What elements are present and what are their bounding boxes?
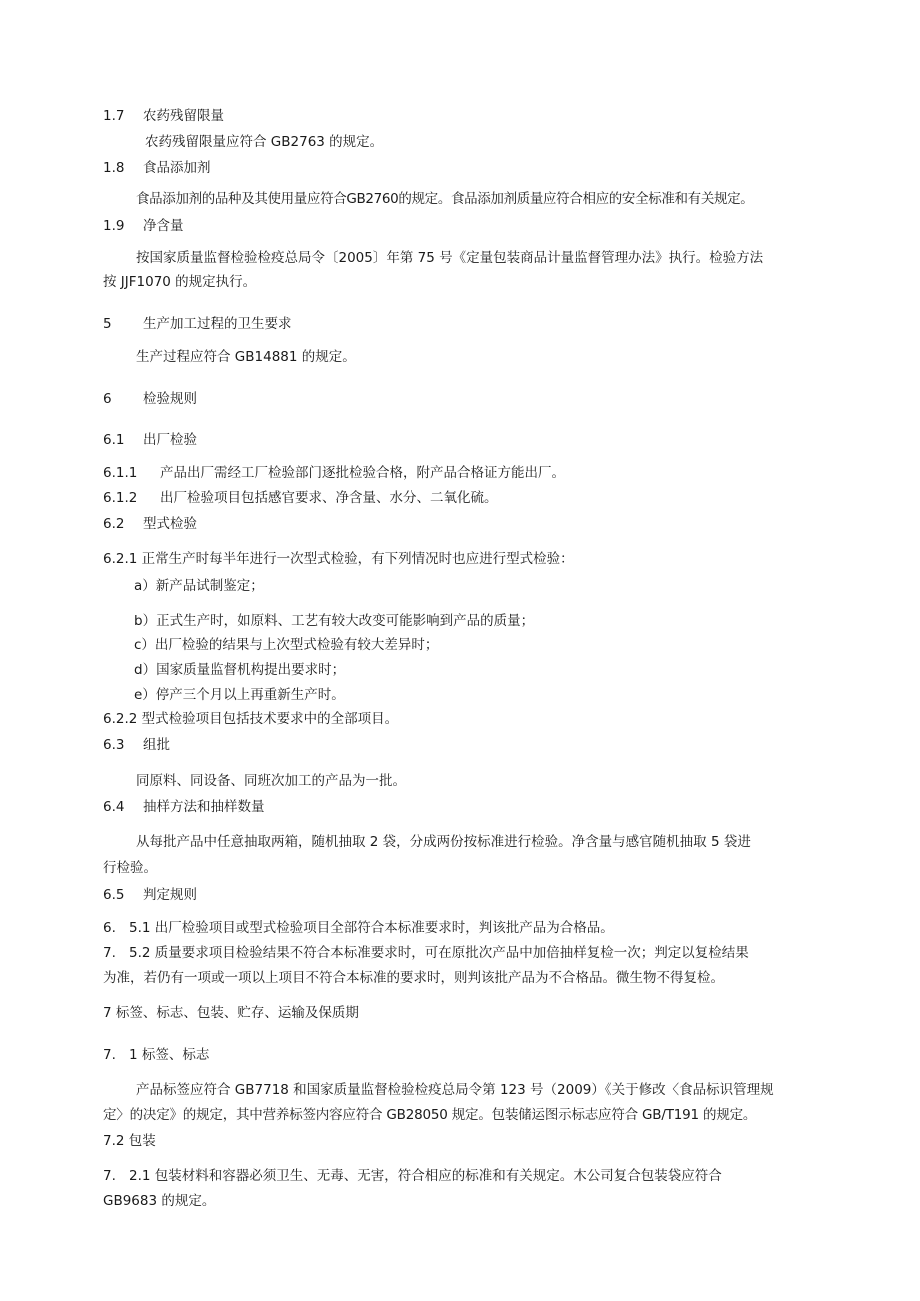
clause-number: 1.8 [103,160,125,176]
list-item-text: d）国家质量监督机构提出要求时； [134,662,346,678]
clause-heading: 农药残留限量 [143,108,224,124]
clause-text: 出厂检验项目包括感官要求、净含量、水分、二氧化硫。 [160,490,498,506]
clause-heading: 出厂检验 [143,432,197,448]
clause-text: 5.2 质量要求项目检验结果不符合本标准要求时，可在原批次产品中加倍抽样复检一次；判定以复检结果 [129,945,749,961]
clause-text: 6.2.2 型式检验项目包括技术要求中的全部项目。 [103,711,399,727]
paragraph-text: 产品标签应符合 GB7718 和国家质量监督检验检疫总局令第 123 号（2009）《关于修改〈食品标识管理规 [136,1082,774,1098]
clause-number: 6.3 [103,737,125,753]
list-item-text: a）新产品试制鉴定； [134,578,264,594]
clause-number: 6. [103,920,116,936]
clause-heading: 抽样方法和抽样数量 [143,799,265,815]
section-heading: 生产加工过程的卫生要求 [143,316,292,332]
clause-number: 1.9 [103,218,125,234]
section-heading: 7 标签、标志、包装、贮存、运输及保质期 [103,1005,359,1021]
clause-number: 6.1.1 [103,465,138,481]
paragraph-text: 定〉的决定》的规定，其中营养标签内容应符合 GB28050 规定。包装储运图示标志应符合 GB/T191 的规定。 [103,1107,757,1123]
clause-number: 7. [103,1168,116,1184]
clause-number: 7. [103,945,116,961]
list-item-text: b）正式生产时，如原料、工艺有较大改变可能影响到产品的质量； [134,613,535,629]
clause-heading: 食品添加剂 [143,160,211,176]
paragraph-text: 食品添加剂的品种及其使用量应符合GB2760的规定。食品添加剂质量应符合相应的安全标准和有关规定。 [136,191,754,207]
clause-heading: 1 标签、标志 [129,1047,210,1063]
paragraph-text: GB9683 的规定。 [103,1193,216,1209]
clause-number: 6.1 [103,432,125,448]
clause-text: 5.1 出厂检验项目或型式检验项目全部符合本标准要求时，判该批产品为合格品。 [129,920,614,936]
section-heading: 检验规则 [143,391,197,407]
list-item-text: c）出厂检验的结果与上次型式检验有较大差异时； [134,637,439,653]
paragraph-text: 按 JJF1070 的规定执行。 [103,274,257,290]
paragraph-text: 行检验。 [103,860,157,876]
clause-text: 2.1 包装材料和容器必须卫生、无毒、无害，符合相应的标准和有关规定。木公司复合包装袋应符合 [129,1168,722,1184]
paragraph-text: 从每批产品中任意抽取两箱，随机抽取 2 袋，分成两份按标准进行检验。净含量与感官随机抽取 5 袋进 [136,834,751,850]
paragraph-text: 同原料、同设备、同班次加工的产品为一批。 [136,773,406,789]
paragraph-text: 按国家质量监督检验检疫总局令〔2005〕年第 75 号《定量包装商品计量监督管理办法》执行。检验方法 [136,250,764,266]
clause-number: 7. [103,1047,116,1063]
paragraph-text: 农药残留限量应符合 GB2763 的规定。 [145,134,384,150]
clause-number: 6.5 [103,887,125,903]
paragraph-text: 为准，若仍有一项或一项以上项目不符合本标准的要求时，则判该批产品为不合格品。微生物不得复检。 [103,970,724,986]
clause-number: 6.2 [103,516,125,532]
clause-number: 1.7 [103,108,125,124]
clause-text: 产品出厂需经工厂检验部门逐批检验合格，附产品合格证方能出厂。 [160,465,565,481]
section-number: 6 [103,391,112,407]
clause-heading: 型式检验 [143,516,197,532]
clause-heading: 净含量 [143,218,184,234]
paragraph-text: 生产过程应符合 GB14881 的规定。 [136,349,356,365]
clause-heading: 判定规则 [143,887,197,903]
clause-number: 6.1.2 [103,490,138,506]
clause-heading: 7.2 包装 [103,1133,156,1149]
clause-heading: 组批 [143,737,170,753]
clause-text: 6.2.1 正常生产时每半年进行一次型式检验，有下列情况时也应进行型式检验： [103,551,574,567]
section-number: 5 [103,316,112,332]
clause-number: 6.4 [103,799,125,815]
list-item-text: e）停产三个月以上再重新生产时。 [134,687,345,703]
